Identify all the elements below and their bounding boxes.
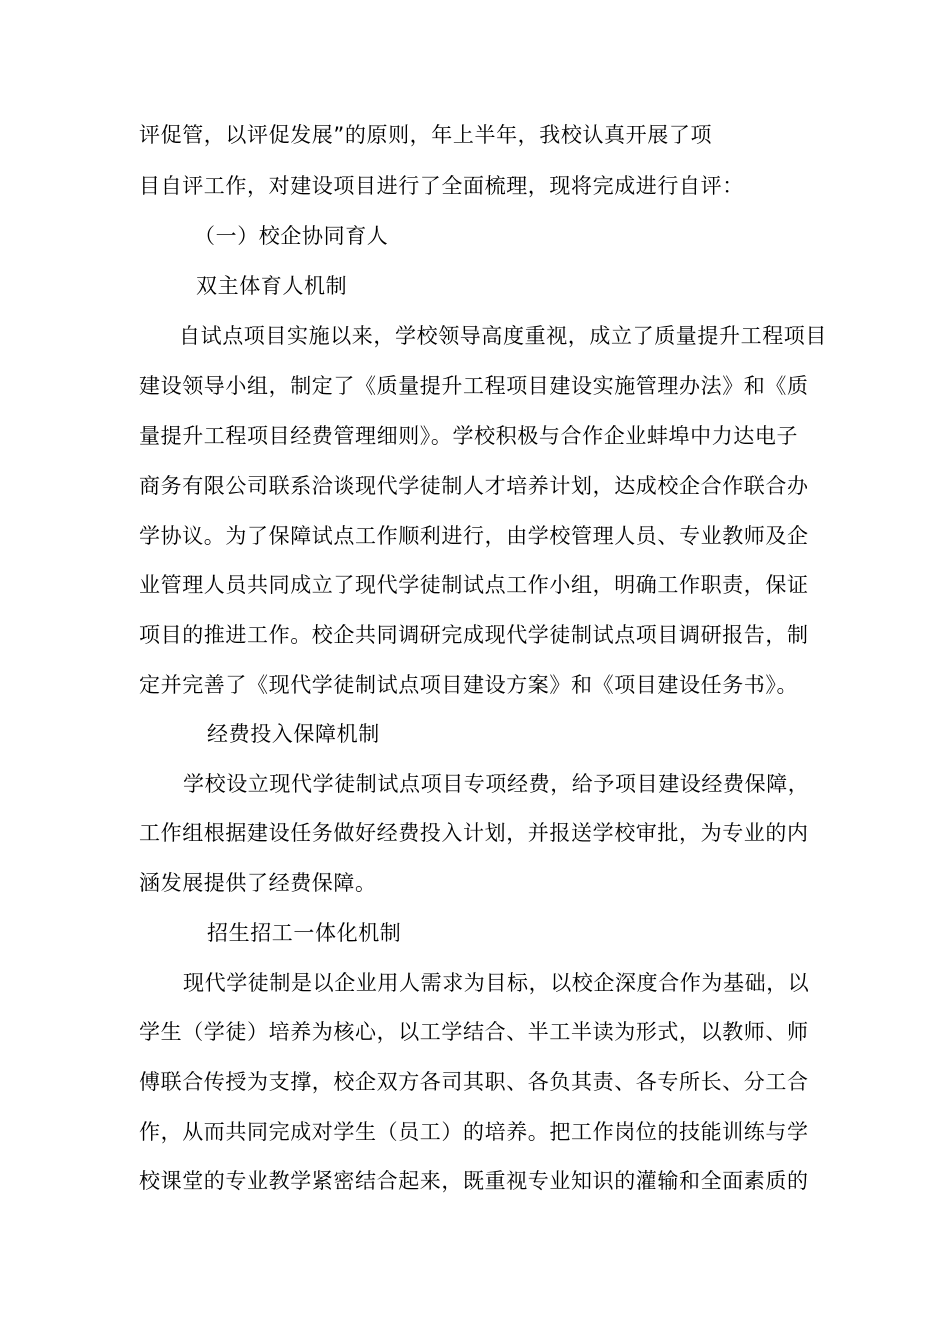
paragraph-line: 项目的推进工作。校企共同调研完成现代学徒制试点项目调研报告，制 (139, 623, 809, 647)
subsection-heading: 经费投入保障机制 (207, 722, 380, 746)
paragraph-line: 定并完善了《现代学徒制试点项目建设方案》和《项目建设任务书》。 (139, 673, 799, 697)
paragraph-line: 工作组根据建设任务做好经费投入计划，并报送学校审批，为专业的内 (139, 821, 809, 845)
paragraph-line: 校课堂的专业教学紧密结合起来，既重视专业知识的灌输和全面素质的 (139, 1169, 809, 1193)
paragraph-line: 涵发展提供了经费保障。 (139, 871, 377, 895)
paragraph-line: 现代学徒制是以企业用人需求为目标，以校企深度合作为基础，以 (183, 971, 810, 995)
paragraph-line: 量提升工程项目经费管理细则》。学校积极与合作企业蚌埠中力达电子 (139, 424, 799, 448)
paragraph-line: 作，从而共同完成对学生（员工）的培养。把工作岗位的技能训练与学 (139, 1120, 809, 1144)
paragraph-line: 傅联合传授为支撑，校企双方各司其职、各负其责、各专所长、分工合 (139, 1070, 809, 1094)
section-heading: （一）校企协同育人 (194, 224, 389, 248)
text-line: 评促管，以评促发展”的原则，年上半年，我校认真开展了项 (139, 123, 713, 147)
paragraph-line: 学生（学徒）培养为核心，以工学结合、半工半读为形式，以教师、师 (139, 1020, 809, 1044)
subsection-heading: 招生招工一体化机制 (207, 921, 402, 945)
paragraph-line: 商务有限公司联系洽谈现代学徒制人才培养计划，达成校企合作联合办 (139, 474, 809, 498)
paragraph-line: 学协议。为了保障试点工作顺利进行，由学校管理人员、专业教师及企 (139, 524, 809, 548)
paragraph-line: 学校设立现代学徒制试点项目专项经费，给予项目建设经费保障， (183, 772, 810, 796)
text-line: 目自评工作，对建设项目进行了全面梳理，现将完成进行自评： (139, 174, 744, 198)
paragraph-line: 自试点项目实施以来，学校领导高度重视，成立了质量提升工程项目 (179, 324, 827, 348)
paragraph-line: 业管理人员共同成立了现代学徒制试点工作小组，明确工作职责，保证 (139, 573, 809, 597)
paragraph-line: 建设领导小组，制定了《质量提升工程项目建设实施管理办法》和《质 (139, 374, 809, 398)
subsection-heading: 双主体育人机制 (196, 274, 348, 298)
